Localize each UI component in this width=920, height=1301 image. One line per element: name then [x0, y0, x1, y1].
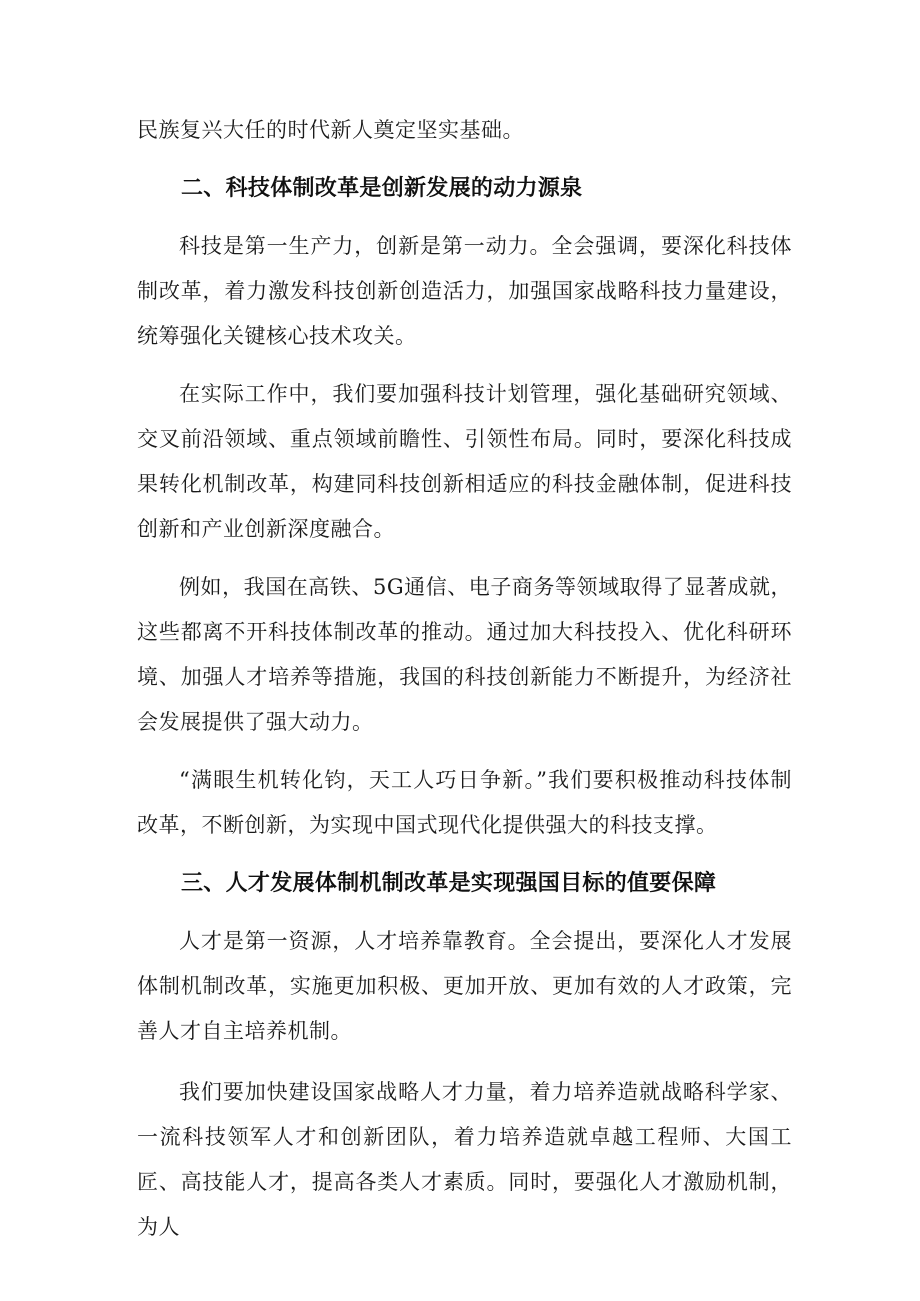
paragraph: 人才是第一资源，人才培养靠教育。全会提出，要深化人才发展体制机制改革，实施更加积极、更加开放、更加有效的人才政策，完善人才自主培养机制。	[137, 929, 792, 1043]
paragraph-quote: “满眼生机转化钧，天工人巧日争新。”我们要积极推动科技体制改革，不断创新，为实现中国式现代化提供强大的科技支撑。	[137, 768, 792, 837]
section-heading-2: 二、科技体制改革是创新发展的动力源泉	[181, 176, 583, 201]
paragraph: 例如，我国在高铁、5G通信、电子商务等领域取得了显著成就，这些都离不开科技体制改革的推动。通过加大科技投入、优化科研环境、加强人才培养等措施，我国的科技创新能力不断提升，为经济社会发展提供了强大动力。	[137, 575, 792, 734]
paragraph: 科技是第一生产力，创新是第一动力。全会强调，要深化科技体制改革，着力激发科技创新创造活力，加强国家战略科技力量建设，统筹强化关键核心技术攻关。	[137, 234, 792, 348]
document-body	[137, 108, 792, 1250]
paragraph-continuation: 民族复兴大任的时代新人奠定坚实基础。	[137, 118, 524, 142]
paragraph: 在实际工作中，我们要加强科技计划管理，强化基础研究领域、交叉前沿领域、重点领域前瞻性、引领性布局。同时，要深化科技成果转化机制改革，构建同科技创新相适应的科技金融体制，促进科技创新和产业创新深度融合。	[137, 382, 792, 541]
section-heading-3: 三、人才发展体制机制改革是实现强国目标的值要保障	[181, 871, 717, 896]
paragraph: 我们要加快建设国家战略人才力量，着力培养造就战略科学家、一流科技领军人才和创新团队，着力培养造就卓越工程师、大国工匠、高技能人才，提高各类人才素质。同时，要强化人才激励机制，为人	[137, 1080, 792, 1239]
